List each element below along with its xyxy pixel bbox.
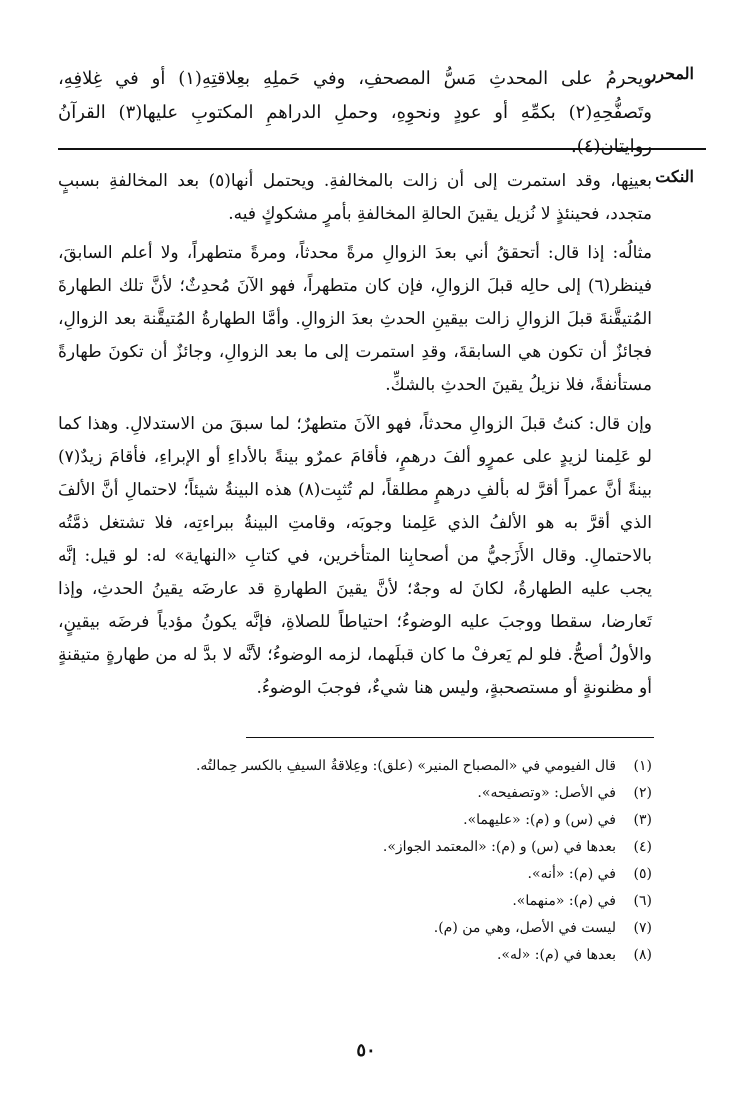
footnotes-list <box>58 753 652 969</box>
muharrar-label: المحرر <box>648 64 694 83</box>
footnote-item <box>58 915 652 942</box>
nukat-label: النكت <box>655 167 694 186</box>
footnote-divider <box>246 737 654 738</box>
nukat-paragraph-2: مثالُه: إذا قال: أتحققُ أني بعدَ الزوالِ مرةً محدثاً، ومرةً متطهراً، ولا أعلم السابقَ، فينظر(٦) إلى حالِه قبلَ الزوالِ، فإن كان متطهراً، فهو الآنَ مُحدِثٌ؛ لأنَّ تلك الطهارةَ المُتيقَّنةَ قبلَ الزوالِ زالت بيقينِ الحدثِ بعدَ الزوالِ. وأمَّا الطهارةُ المُتيقَّنة بعد الزوالِ، فجائزٌ أن تكون هي السابقةَ، وقدِ استمرت إلى ما بعد الزوالِ، وجائزٌ أن تكونَ طهارةً مستأنفةً، فلا نزيلُ يقينَ الحدثِ بالشكِّ. <box>58 243 652 395</box>
footnote-item <box>58 753 652 780</box>
footnote-text: بعدها في (م): «له». <box>496 947 616 963</box>
nukat-text <box>58 165 652 705</box>
footnote-text: في الأصل: «وتصفيحه». <box>477 785 616 801</box>
footnote-text: في (م): «أنه». <box>527 866 616 882</box>
nukat-paragraph-3: وإن قال: كنتُ قبلَ الزوالِ محدثاً، فهو الآنَ متطهرٌ؛ لما سبقَ من الاستدلالِ. وهذا كما لو عَلِمنا لزيدٍ على عمرٍو ألفَ درهمٍ، فأقامَ عمرٌو بينةً بالأداءِ أو الإبراءِ، فأقامَ زيدٌ(٧) بينةً أنَّ عمراً أقرَّ له بألفِ درهمٍ مطلقاً، لم تُثبِت(٨) هذه البينةُ شيئاً؛ لاحتمالِ أنَّ الألفَ الذي أقرَّ به هو الألفُ الذي عَلِمنا وجوبَه، وقامتِ البينةُ ببراءتِه، فلا تشتغل ذمَّتُه بالاحتمالِ. وقال الأَزَجيُّ من أصحابِنا المتأخرين، في كتابِ «النهاية» له: لو قيل: إنَّه يجب عليه الطهارةُ، لكانَ له وجهٌ؛ لأنَّ يقينَ الطهارةِ قد عارضَه يقينُ الحدثِ، وإذا تَعارضا، سقطا ووجبَ عليه الوضوءُ؛ احتياطاً للصلاةِ، فإنَّه يكونُ مؤدياً فرضَه بيقينٍ، والأولُ أصحُّ. فلو لم يَعرفْ ما كان قبلَهما، لزمه الوضوءُ؛ لأنَّه لا بدَّ له من طهارةٍ متيقنةٍ أو مظنونةٍ أو مستصحبةٍ، وليس هنا شيءٌ، فوجبَ الوضوءُ. <box>58 414 652 698</box>
footnote-item <box>58 942 652 969</box>
footnote-item <box>58 834 652 861</box>
footnote-item <box>58 861 652 888</box>
muharrar-paragraph: ويحرمُ على المحدثِ مَسُّ المصحفِ، وفي حَملِهِ بعِلاقتِهِ(١) أو في غِلافِهِ، وتَصفُّحِهِ(٢) بكمِّهِ أو عودٍ ونحوِهِ، وحملِ الدراهمِ المكتوبِ عليها(٣) القرآنُ روايتان(٤). <box>58 68 652 157</box>
footnote-text: في (م): «منهما». <box>512 893 616 909</box>
footnote-text: قال الفيومي في «المصباح المنير» (علق): وعِلاقةُ السيفِ بالكسر حِمالتُه. <box>195 758 616 774</box>
footnote-item <box>58 888 652 915</box>
footnote-number: (٤) <box>633 839 652 855</box>
nukat-paragraph-1: بعينِها، وقد استمرت إلى أن زالت بالمخالفةِ. ويحتمل أنها(٥) بعد المخالفةِ بسببٍ متجدد، فحينئذٍ لا نُزيل يقينَ الحالةِ المخالفةِ بأمرٍ مشكوكٍ فيه. <box>58 171 652 224</box>
footnote-number: (٧) <box>633 920 652 936</box>
footnote-item <box>58 780 652 807</box>
footnote-text: ليست في الأصل، وهي من (م). <box>433 920 616 936</box>
footnote-text: في (س) و (م): «عليهما». <box>463 812 616 828</box>
footnote-number: (٦) <box>633 893 652 909</box>
section-divider <box>58 148 706 150</box>
page-number: ٥٠ <box>356 1040 376 1061</box>
footnote-text: بعدها في (س) و (م): «المعتمد الجواز». <box>382 839 616 855</box>
footnote-number: (٢) <box>633 785 652 801</box>
footnote-number: (٥) <box>633 866 652 882</box>
footnote-number: (١) <box>633 758 652 774</box>
footnote-item <box>58 807 652 834</box>
footnote-number: (٣) <box>633 812 652 828</box>
footnote-number: (٨) <box>633 947 652 963</box>
